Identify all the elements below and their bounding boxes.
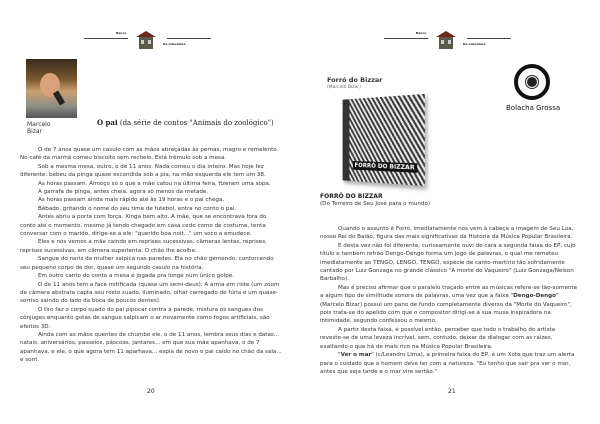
paragraph: Sangue do nariz da mulher salpica nas paredes. Ela no chão gemendo, contorcendo seu pequeno corpo de dor, quase um segundo casulo na história. (20, 256, 274, 271)
paragraph (320, 284, 578, 326)
section-subtitle: (Do Terreiro de Seu José para o mundo) (320, 201, 431, 207)
album-title: Forró do Bizzar (327, 76, 383, 84)
page-header (84, 28, 212, 52)
author-photo (26, 59, 77, 118)
header-label: Da Literatura (463, 42, 486, 46)
logo-text: Bolacha Grossa (506, 104, 561, 112)
paragraph: Quando o assunto é Forró, imediatamente nos vem à cabeça a imagem de Seu Lua, nosso Rei do Baião, figura das mais significativas da História da Música Popular Brasileira. (320, 226, 574, 241)
bolacha-grossa-logo-icon (514, 64, 550, 100)
divider (467, 38, 511, 39)
paragraph: E desta vez não foi diferente, curiosamente ouvi de cara a segunda faixa do EP, cujo título e também refrão Dengo-Dengo forma um jogo de palavras, o qual me remeteu imediatamente ao TENGO, LENGO, TENGO, espécie de canto-martírio tão sofridamente cantado por Luiz Gonzaga no grande clássico "A morte do Vaqueiro" (Luiz Gonzaga/Nelson Barbalho). (320, 242, 576, 283)
text: " (c/Leandro Lima), a primeira faixa do EP, é um Xote que traz um alerta para o cuidado que o homem deve ter com a natureza. "Eu tenho que sair pra ver o mar, antes que seja tarde e o mar vire sertão." (320, 352, 575, 375)
divider (84, 38, 128, 39)
paragraph: Bêbado, gritando o nome do seu time de futebol, entra no conto o pai. (38, 205, 237, 212)
text: " (338, 352, 341, 359)
header-label: Banco (116, 31, 127, 35)
album-cover (343, 94, 425, 186)
page-number: 20 (147, 388, 155, 395)
title-bold: O pai (97, 118, 118, 127)
paragraph: A garrafa de pinga, antes cheia, agora só menos da metade. (38, 189, 209, 196)
author-caption: Marcelo Bizar (27, 121, 51, 135)
house-logo-icon (136, 30, 156, 50)
house-logo-icon (436, 30, 456, 50)
header-label: Banco (416, 31, 427, 35)
page-header (384, 28, 512, 52)
title-subtitle: (da série de contos "Animais do zoológico") (117, 119, 274, 127)
page-number: 21 (448, 388, 456, 395)
cover-text: FORRÓ DO BIZZAR (353, 161, 417, 173)
song-name: Dengo-Dengo (513, 293, 557, 300)
right-page (300, 0, 600, 424)
text: " (Marcelo Bizar) possui um pano de fundo completamente diverso da "Morte do Vaqueiro", pois trata-se do apelido com que o compositor dirigi-se a sua musa inspiradora na intimidade, segundo confessou o mesmo. (320, 293, 572, 325)
text: Mas é preciso afirmar que o paralelo traçado entre as músicas refere-se tão-somente a algum tipo de similitude sonora de palavras, uma vez que a faixa " (320, 284, 578, 300)
album-artist: (Marcelo Bizar) (327, 85, 361, 90)
song-name: Ver o mar (340, 352, 372, 359)
article-body (320, 225, 578, 376)
section-title: FORRÓ DO BIZZAR (320, 193, 383, 200)
paragraph: Sob a mesma mesa, outro, o de 11 anos. Nada comeu o dia inteiro. Mas hoje fez diferente: bebeu da pinga quase escondida sob a pia, na mão esquerda ele tem um 38. (20, 163, 266, 179)
story-body (20, 146, 282, 365)
paragraph: As horas passam. Almoço só o que a mãe catou na última feira, fizeram uma sopa. (38, 180, 271, 187)
paragraph: Em outro canto do conto a mesa é jogada pra longe num único golpe. (38, 273, 234, 280)
paragraph: Eles e nós vemos a mãe caindo em reprises sucessivas, câmeras lentas, reprises, reprises sucessivas, em câmera superlenta. O chão lhe acolhe. (20, 239, 267, 254)
paragraph: Ainda com as mãos quentes de chumbo ele, o de 11 anos, lembra seus dias e datas... natais, aniversários, passeios, páscoas, jantares... em que sua mãe apanhava, o de 7 apanhava, e ele, o que agora tem 11 aparhava... espia de novo o pai caído no chão da sala... e sorri. (20, 331, 282, 364)
story-title (97, 118, 274, 127)
paragraph (320, 351, 578, 376)
paragraph: A partir desta faixa, é possível então, perceber que todo o trabalho do artista reveste-se de uma leveza incrível, sem, contudo, deixar de dialogar com as raízes, exaltando o que há de mais rico na Música Popular Brasileira. (320, 326, 556, 350)
paragraph: Antes abriu a porta com força. Xinga bem alto. A mãe, que se encontrava fora do conto até o momento, mesmo já tendo chegado em casa cedo como de costume, tenta conversar com o marido, dirige-se a ele: "querido boa noit..." um soco a emudece. (20, 214, 267, 238)
paragraph: As horas passam ainda mais rápido até às 19 horas e o pai chega. (38, 197, 225, 204)
divider (167, 38, 211, 39)
paragraph: O tiro faz o corpo suado do pai pipocar contra a parede, mistura os sangues dos cônjuges enquanto gotas de sangue salpicam o ar novamente como fogos artificiais, são efeitos 3D. (20, 306, 270, 330)
header-label: Da Literatura (163, 42, 186, 46)
paragraph: O de 11 anos tem a face mitificada (quase um semi-deus). A arma em riste (um zoom de câmera abstrata capta seu rosto suado, iluminado, olhar carregado de fúria e um quase-sorriso saindo do lado da boca de poucos dentes). (20, 281, 280, 305)
paragraph: O de 7 anos quase um casulo com as mãos abraçadas às pernas, magro e remelento. No café da manhã comeu biscoito sem recheio. Está trêmulo sob a mesa. (20, 147, 279, 162)
divider (384, 38, 428, 39)
